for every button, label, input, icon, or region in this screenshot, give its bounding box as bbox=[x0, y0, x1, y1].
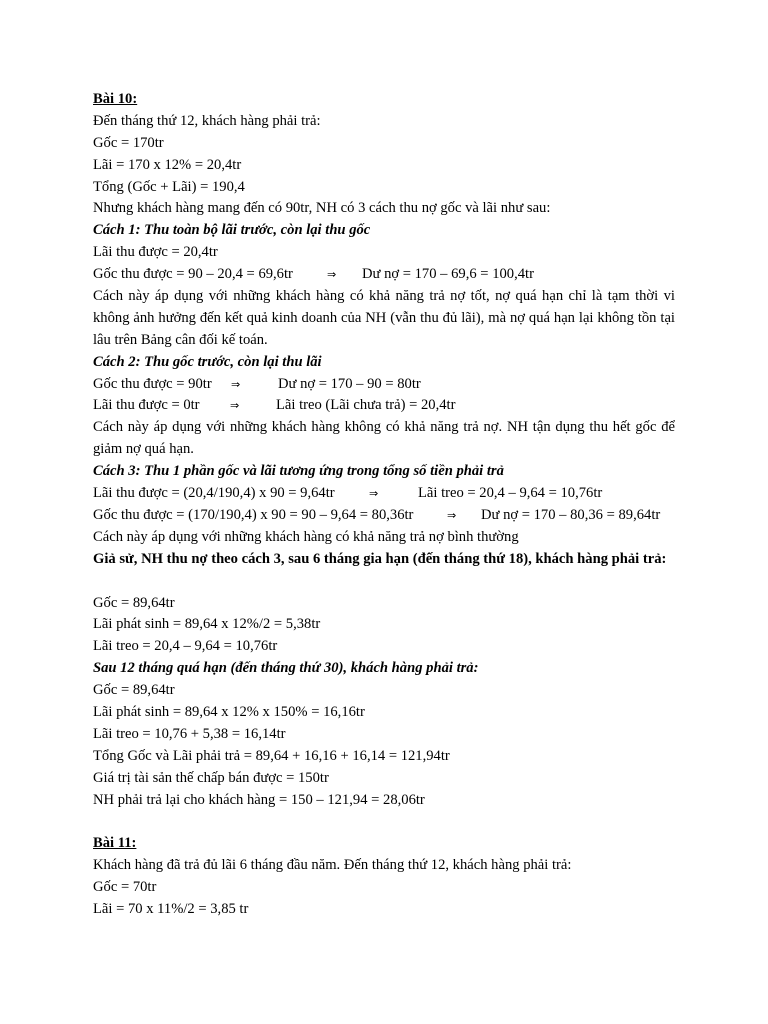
arrow-right-icon: ⇒ bbox=[327, 268, 337, 282]
bai11-title-line bbox=[93, 833, 675, 855]
cach1-line2 bbox=[93, 264, 675, 286]
bai11-title: Bài 11: bbox=[93, 835, 137, 852]
cach3-note: Cách này áp dụng với những khách hàng có khả năng trả nợ bình thường bbox=[93, 528, 519, 545]
arrow-right-icon: ⇒ bbox=[230, 399, 240, 413]
sau12-tra-lai: NH phải trả lại cho khách hàng = 150 – 121,94 = 28,06tr bbox=[93, 791, 425, 808]
arrow-right-icon: ⇒ bbox=[447, 508, 457, 522]
cach1-line2b: Dư nợ = 170 – 69,6 = 100,4tr bbox=[362, 266, 534, 283]
sau12-heading: Sau 12 tháng quá hạn (đến tháng thứ 30), khách hàng phải trả: bbox=[93, 660, 479, 677]
cach1-heading: Cách 1: Thu toàn bộ lãi trước, còn lại thu gốc bbox=[93, 222, 371, 239]
bai10-title-line bbox=[93, 89, 675, 111]
gia-su-goc: Gốc = 89,64tr bbox=[93, 594, 175, 611]
sau12-gia-tri: Giá trị tài sản thế chấp bán được = 150tr bbox=[93, 769, 329, 786]
section-gap bbox=[93, 811, 675, 833]
cach2-line2a: Lãi thu được = 0tr bbox=[93, 397, 200, 414]
cach3-heading: Cách 3: Thu 1 phần gốc và lãi tương ứng trong tổng số tiền phải trả bbox=[93, 463, 504, 480]
sau12-lai-ps: Lãi phát sinh = 89,64 x 12% x 150% = 16,16tr bbox=[93, 703, 365, 720]
cach2-line1 bbox=[93, 374, 675, 396]
cach2-heading: Cách 2: Thu gốc trước, còn lại thu lãi bbox=[93, 353, 322, 370]
gia-su-lai-ps: Lãi phát sinh = 89,64 x 12%/2 = 5,38tr bbox=[93, 616, 321, 633]
cach2-line1b: Dư nợ = 170 – 90 = 80tr bbox=[278, 375, 421, 392]
cach2-line1a: Gốc thu được = 90tr bbox=[93, 375, 212, 392]
cach3-line2 bbox=[93, 505, 675, 527]
cach1-line1: Lãi thu được = 20,4tr bbox=[93, 244, 218, 261]
sau12-lai-treo: Lãi treo = 10,76 + 5,38 = 16,14tr bbox=[93, 725, 286, 742]
cach3-line1 bbox=[93, 483, 675, 505]
gia-su-heading: Giả sử, NH thu nợ theo cách 3, sau 6 tháng gia hạn (đến tháng thứ 18), khách hàng phải trả: bbox=[93, 550, 667, 567]
cach2-note: Cách này áp dụng với những khách hàng không có khả năng trả nợ. NH tận dụng thu hết gốc để giảm nợ quá hạn. bbox=[93, 419, 675, 458]
arrow-right-icon: ⇒ bbox=[231, 377, 241, 391]
cach3-line1a: Lãi thu được = (20,4/190,4) x 90 = 9,64tr bbox=[93, 485, 335, 502]
bai10-nhung: Nhưng khách hàng mang đến có 90tr, NH có 3 cách thu nợ gốc và lãi như sau: bbox=[93, 200, 551, 217]
bai10-title: Bài 10: bbox=[93, 91, 138, 107]
document-page bbox=[93, 89, 675, 921]
bai10-lai: Lãi = 170 x 12% = 20,4tr bbox=[93, 156, 242, 173]
bai10-tong: Tổng (Gốc + Lãi) = 190,4 bbox=[93, 178, 245, 195]
cach2-line2b: Lãi treo (Lãi chưa trả) = 20,4tr bbox=[276, 397, 456, 414]
cach1-line2a: Gốc thu được = 90 – 20,4 = 69,6tr bbox=[93, 266, 293, 283]
bai11-intro: Khách hàng đã trả đủ lãi 6 tháng đầu năm. Đến tháng thứ 12, khách hàng phải trả: bbox=[93, 857, 572, 874]
bai10-goc: Gốc = 170tr bbox=[93, 134, 164, 151]
gia-su-lai-treo: Lãi treo = 20,4 – 9,64 = 10,76tr bbox=[93, 638, 278, 655]
cach3-line2a: Gốc thu được = (170/190,4) x 90 = 90 – 9,64 = 80,36tr bbox=[93, 506, 414, 523]
sau12-tong: Tổng Gốc và Lãi phải trả = 89,64 + 16,16 + 16,14 = 121,94tr bbox=[93, 747, 450, 764]
arrow-right-icon: ⇒ bbox=[369, 487, 379, 501]
cach2-line2 bbox=[93, 395, 675, 417]
bai11-lai: Lãi = 70 x 11%/2 = 3,85 tr bbox=[93, 901, 249, 917]
sau12-goc: Gốc = 89,64tr bbox=[93, 682, 175, 699]
cach3-line2b: Dư nợ = 170 – 80,36 = 89,64tr bbox=[481, 506, 661, 523]
bai10-intro: Đến tháng thứ 12, khách hàng phải trả: bbox=[93, 112, 321, 129]
cach3-line1b: Lãi treo = 20,4 – 9,64 = 10,76tr bbox=[418, 485, 603, 502]
cach1-note: Cách này áp dụng với những khách hàng có khả năng trả nợ tốt, nợ quá hạn chỉ là tạm thời vi không ảnh hưởng đến kết quả kinh doanh của NH (vẫn thu đủ lãi), mà nợ quá hạn lại không tồn tại lâu trên Bảng cân đối kế toán. bbox=[93, 288, 675, 348]
bai11-goc: Gốc = 70tr bbox=[93, 879, 157, 896]
